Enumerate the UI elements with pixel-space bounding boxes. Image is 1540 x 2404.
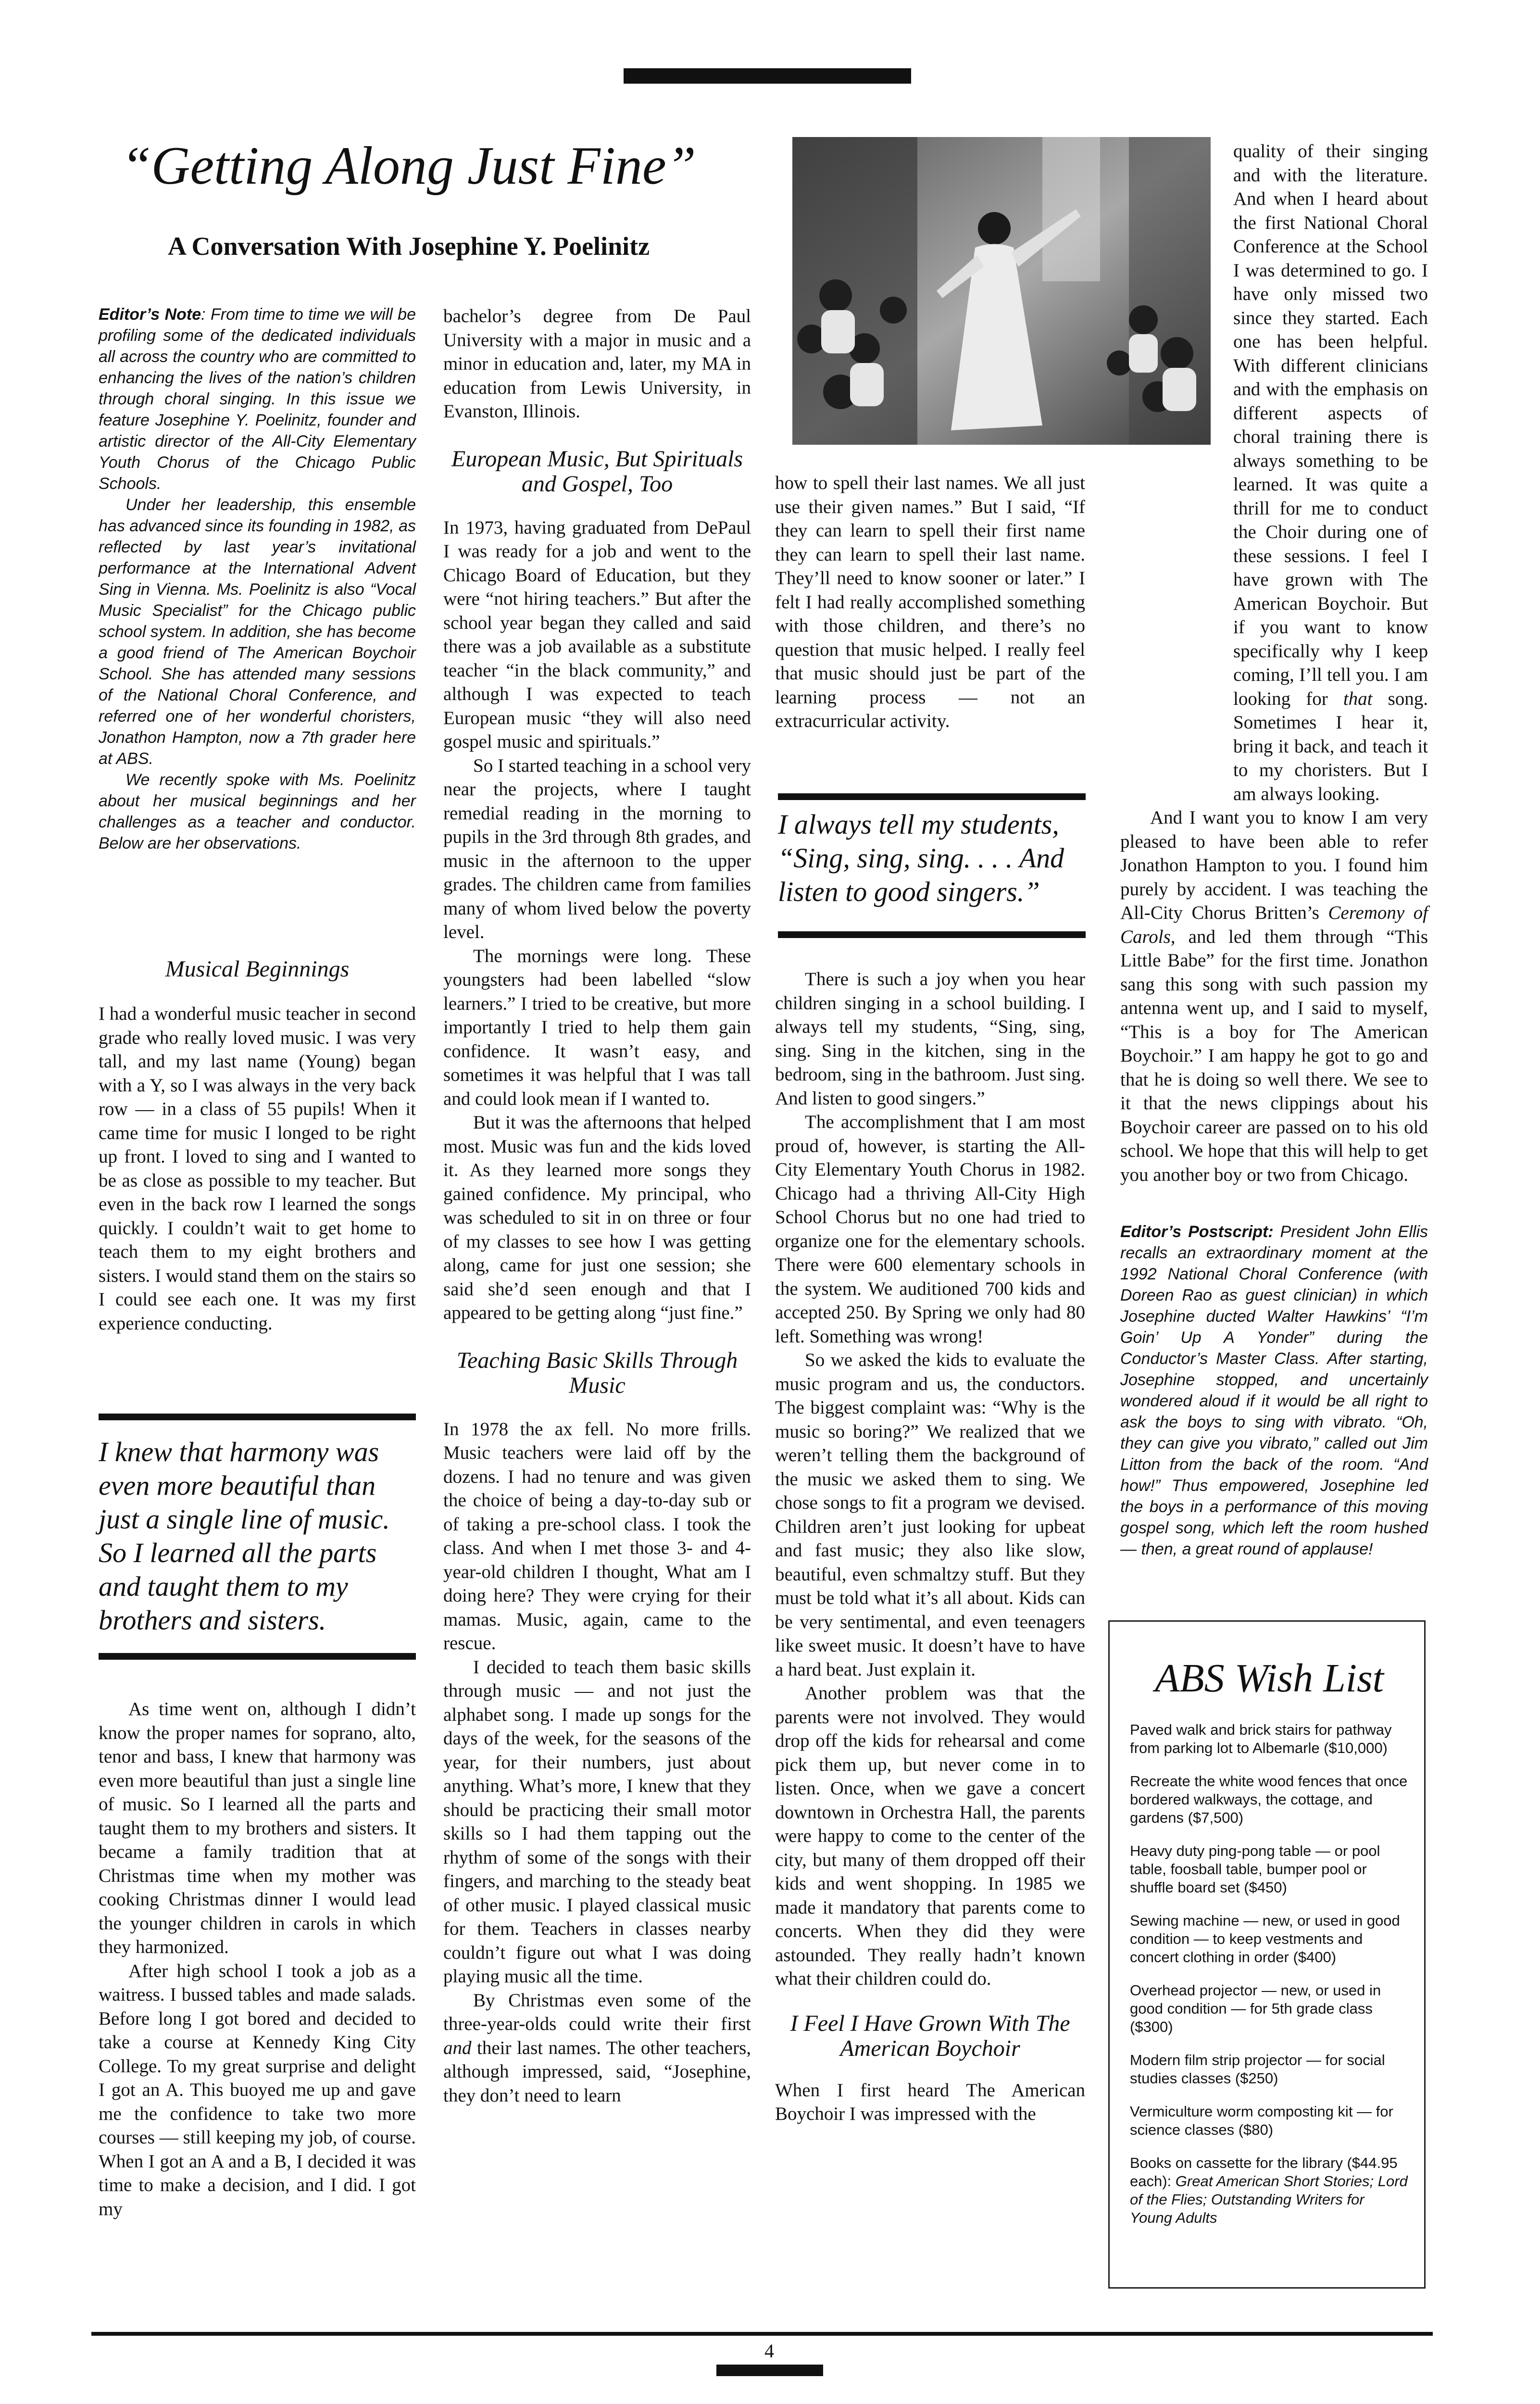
pullquote-sing: I always tell my students, “Sing, sing, sing. . . . And listen to good singers.” bbox=[778, 809, 1064, 907]
pullquote2-rule-top bbox=[778, 793, 1086, 800]
heading-european-music: European Music, But Spirituals and Gospel, Too bbox=[451, 446, 743, 497]
editors-note-label: Editor’s Note bbox=[99, 305, 201, 324]
footer-rule bbox=[91, 2332, 1433, 2336]
editors-postscript: Editor’s Postscript: President John Ellis recalls an extraordinary moment at the 1992 National Choral Conference (with Doreen Rao as guest clinician) in which Josephine ducted Walter Hawkins’ “I’m Goin’ Up A Yonder” during the Conductor’s Master Class. After starting, Josephine stopped, and uncertainly wondered aloud if it would be all right to ask the boys to sing with vibrato. “Oh, they can give you vibrato,” called out Jim Litton from the back of the room. “And how!” Thus empowered, Josephine led the boys in a performance of this moving gospel song, which left the room hushed — then, a great round of applause! bbox=[1120, 1223, 1428, 1558]
column-2: bachelor’s degree from De Paul University with a major in music and a minor in education and, later, my MA in education from Lewis University, in Evanston, Illinois. European Music, But Spirituals and Gospel, Too In 1973, having graduated from DePaul I was ready for a job and went to the Chicago Board of Education, but they were “not hiring teachers.” But after the school year began they called and said there was a job available as a substitute teacher “in the black community,” and although I was expected to teach European music “they will also need gospel music and spirituals.” So I started teaching in a school very near the projects, where I taught remedial reading in the morning to pupils in the 3rd through 8th grades, and music in the afternoon to the upper grades. The children came from families many of whom lived below the poverty level. The mornings were long. These youngsters had been labelled “slow learners.” I tried to be creative, but more importantly I tried to help them gain confidence. It wasn’t easy, and sometimes it was helpful that I was tall and could look mean if I wanted to. But it was the afternoons that helped most. Music was fun and the kids loved it. As they learned more songs they gained confidence. My principal, who was scheduled to sit in on three or four of my classes to see how I was getting along, came for just one session; she said she’d seen enough and that I appeared to be getting along “just fine.” Teaching Basic Skills Through Music In 1978 the ax fell. No more frills. Music teachers were laid off by the dozens. I had no tenure and was given the choice of being a day-to-day sub or of taking a pre-school class. I took the class. And when I met those 3- and 4-year-old children I thought, What am I doing here? They were crying for their mamas. Music, again, came to the rescue. I decided to teach them basic skills through music — and not just the alphabet song. I made up songs for the days of the week, for the seasons of the year, for their numbers, just about anything. What’s more, I knew that they should be practicing their small motor skills so I had them tapping out the rhythm of some of the songs with their fingers, and marching to the steady beat of other music. I played classical music for them. Teachers in classes nearby couldn’t figure out what I was doing playing music all the time. By Christmas even some of the three-year-olds could write their first and their last names. The other teachers, although impressed, said, “Josephine, they don’t need to learn bbox=[443, 306, 751, 2106]
wish-list-item: Overhead projector — new, or used in good condition — for 5th grade class ($300) bbox=[1130, 1982, 1381, 2035]
pullquote-harmony: I knew that harmony was even more beautiful than just a single line of music. So I learned all the parts and taught them to my brothers and sisters. bbox=[99, 1436, 390, 1636]
heading-grown-with-boychoir: I Feel I Have Grown With The American Boychoir bbox=[790, 2010, 1070, 2061]
pullquote2-rule-bottom bbox=[778, 931, 1086, 938]
wish-list-items bbox=[1130, 1721, 1409, 2227]
heading-basic-skills: Teaching Basic Skills Through Music bbox=[456, 1347, 738, 1398]
column-3-top: how to spell their last names. We all just use their given names.” But I said, “If they can learn to spell their first name they can learn to spell their last name. They’ll need to know sooner or later.” I felt I had really accomplished something with those children, and there’s no question that music helped. I really feel that music should just be part of the learning process — not an extracurricular activity. bbox=[775, 473, 1085, 731]
wish-list-item: Heavy duty ping-pong table — or pool table, foosball table, bumper pool or shuffle board set ($450) bbox=[1130, 1842, 1380, 1896]
page-number: 4 bbox=[764, 2340, 774, 2362]
heading-musical-beginnings: Musical Beginnings bbox=[165, 956, 350, 982]
footer-bar bbox=[716, 2365, 823, 2376]
top-bar bbox=[624, 68, 911, 84]
pullquote-rule-bottom bbox=[99, 1653, 416, 1660]
wish-list-item: Modern film strip projector — for social studies classes ($250) bbox=[1130, 2052, 1385, 2087]
wish-list-title: ABS Wish List bbox=[1154, 1656, 1384, 1701]
wish-list-item: Sewing machine — new, or used in good condition — to keep vestments and concert clothing in order ($400) bbox=[1130, 1912, 1400, 1966]
column-1-bottom: As time went on, although I didn’t know the proper names for soprano, alto, tenor and bass, I knew that harmony was even more beautiful than just a single line of music. So I learned all the parts and taught them to my brothers and sisters. It became a family tradition that at Christmas time when my mother was cooking Christmas dinner I would lead the younger children in carols in which they harmonized. After high school I took a job as a waitress. I bussed tables and made salads. Before long I got bored and decided to take a course at Kennedy King City College. To my great surprise and delight I got an A. This buoyed me up and gave me the confidence to take two more courses — still keeping my job, of course. When I got an A and a B, I decided it was time to make a decision, and I did. I got my bbox=[99, 1699, 416, 2219]
wish-list-item: Paved walk and brick stairs for pathway from parking lot to Albemarle ($10,000) bbox=[1130, 1721, 1392, 1756]
column-3-bottom: There is such a joy when you hear children singing in a school building. I always tell my students, “Sing, sing, sing. Sing in the kitchen, sing in the bedroom, sing in the bathroom. Just sing. And listen to good singers.” The accomplishment that I am most proud of, however, is starting the All-City Elementary Youth Chorus in 1982. Chicago had a thriving All-City High School Chorus but no one had tried to organize one for the elementary schools. There were 600 elementary schools in the system. We auditioned 700 kids and accepted 250. By Spring we only had 80 left. Something was wrong! So we asked the kids to evaluate the music program and us, the conductors. The biggest complaint was: “Why is the music so boring?” We realized that we weren’t telling them the background of the music we asked them to sing. We chose songs to fit a program we devised. Children aren’t just looking for upbeat and fast music; they also like slow, beautiful, even schmaltzy stuff. But they must be told what it’s all about. Kids can be very sentimental, and even teenagers like sweet music. It doesn’t have to have a hard beat. Just explain it. Another problem was that the parents were not involved. They would drop off the kids for rehearsal and come pick them up, but never come in to listen. Once, when we gave a concert downtown in Orchestra Hall, the parents were happy to come to the center of the city, but many of them dropped off their kids and went shopping. In 1985 we made it mandatory that parents come to concerts. When they did they were astounded. They really hadn’t known what their children could do. I Feel I Have Grown With The American Boychoir When I first heard The American Boychoir I was impressed with the bbox=[775, 969, 1085, 2124]
article-subtitle: A Conversation With Josephine Y. Poelinitz bbox=[167, 232, 650, 261]
editors-postscript-label: Editor’s Postscript: bbox=[1120, 1223, 1274, 1241]
wish-list-item-books: Books on cassette for the library ($44.95 each): Great American Short Stories; Lord of the Flies; Outstanding Writers for Young Adults bbox=[1130, 2154, 1408, 2226]
article-title: “Getting Along Just Fine” bbox=[121, 136, 696, 196]
column-1-top: Musical Beginnings I had a wonderful music teacher in second grade who really loved music. I was very tall, and my last name (Young) began with a Y, so I was always in the very back row — in a class of 55 pupils! When it came time for music I longed to be right up front. I loved to sing and I wanted to be as close as possible to my teacher. But even in the back row I learned the songs quickly. I couldn’t wait to get home to teach them to my eight brothers and sisters. I would stand them on the stairs so I could see each one. It was my first experience conducting. bbox=[99, 956, 416, 1334]
pullquote-rule-top bbox=[99, 1414, 416, 1420]
wish-list-item: Vermiculture worm composting kit — for science classes ($80) bbox=[1130, 2103, 1393, 2138]
column-4: quality of their singing and with the literature. And when I heard about the first National Choral Conference at the School I was determined to go. I have only missed two since they started. Each one has been helpful. With different clinicians and with the emphasis on different aspects of choral training there is always something to be learned. It was quite a thrill for me to conduct the Choir during one of these sessions. I feel I have grown with The American Boychoir. But if you want to know specifically why I keep coming, I’ll tell you. I am looking for that song. Sometimes I hear it, bring it back, and teach it to my choristers. But I am always looking. And I want you to know I am very pleased to have been able to refer Jonathon Hampton to you. I found him purely by accident. I was teaching the All-City Chorus Britten’s Ceremony of Carols, and led them through “This Little Babe” for the first time. Jonathon sang this song with such passion my antenna went up, and I said to myself, “This is a boy for The American Boychoir.” I am happy he got to go and that he is doing so well there. We see to it that the news clippings about his Boychoir career are passed on to his old school. We hope that this will help to get you another boy or two from Chicago. bbox=[1120, 141, 1428, 1185]
wish-list-item: Recreate the white wood fences that once bordered walkways, the cottage, and gardens ($7,500) bbox=[1130, 1773, 1408, 1826]
wish-list-box bbox=[1108, 1620, 1426, 2289]
editors-note: Editor’s Note: From time to time we will be profiling some of the dedicated individuals all across the country who are committed to enhancing the lives of the nation’s children through choral singing. In this issue we feature Josephine Y. Poelinitz, founder and artistic director of the All-City Elementary Youth Chorus of the Chicago Public Schools. Under her leadership, this ensemble has advanced since its founding in 1982, as reflected by last year’s invitational performance at the International Advent Sing in Vienna. Ms. Poelinitz is also “Vocal Music Specialist” for the Chicago public school system. In addition, she has become a good friend of The American Boychoir School. She has attended many sessions of the National Choral Conference, and referred one of her wonderful choristers, Jonathon Hampton, now a 7th grader here at ABS. We recently spoke with Ms. Poelinitz about her musical beginnings and her challenges as a teacher and conductor. Below are her observations. bbox=[99, 305, 416, 852]
